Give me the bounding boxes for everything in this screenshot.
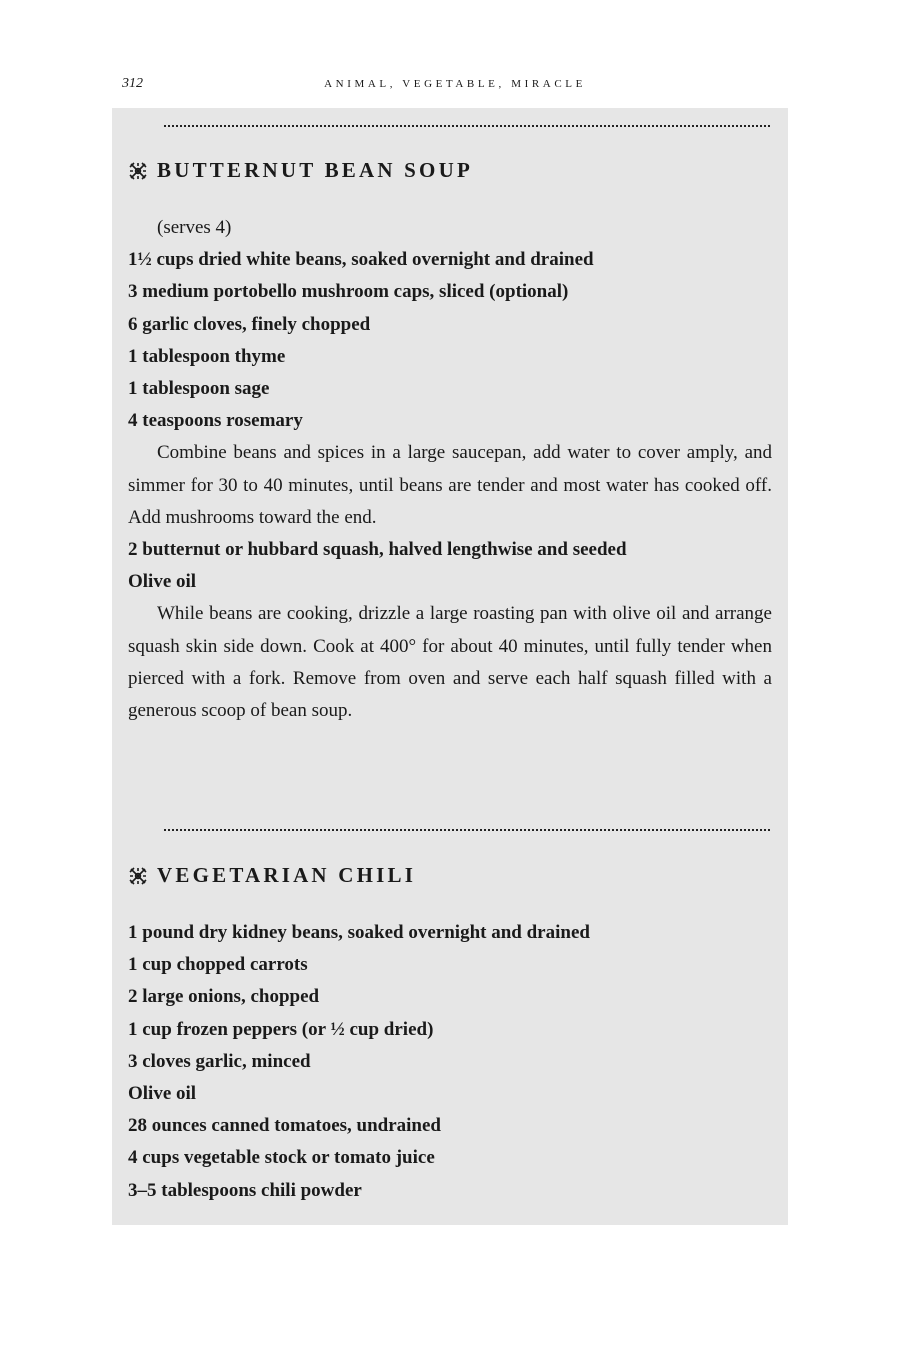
ingredient-line: 1 pound dry kidney beans, soaked overnight and drained	[128, 922, 590, 943]
instruction-paragraph: Combine beans and spices in a large saucepan, add water to cover amply, and simmer for 30 to 40 minutes, until beans are tender and most water has cooked off. Add mushrooms toward the end.	[128, 442, 772, 528]
ingredient-line: Olive oil	[128, 571, 197, 593]
ingredient-line: 28 ounces canned tomatoes, undrained	[128, 1115, 441, 1137]
ingredient-line: 1 tablespoon thyme	[128, 345, 286, 367]
ingredient-line: 3 medium portobello mushroom caps, sliced (optional)	[128, 281, 569, 303]
ingredient-line: Olive oil	[128, 1083, 197, 1105]
dotted-rule	[164, 125, 770, 127]
ingredient-line: 3–5 tablespoons chili powder	[128, 1179, 362, 1201]
running-head	[122, 76, 788, 96]
ingredient-line: 1 tablespoon sage	[128, 378, 270, 400]
dotted-rule	[164, 829, 770, 831]
ingredient-line: 3 cloves garlic, minced	[128, 1050, 311, 1072]
ingredient-line: 1½ cups dried white beans, soaked overnight and drained	[128, 249, 594, 271]
recipe-title-text: VEGETARIAN CHILI	[157, 863, 417, 887]
ingredient-line: 1 cup frozen peppers (or ½ cup dried)	[128, 1018, 434, 1040]
ingredient-line: 2 large onions, chopped	[128, 986, 320, 1008]
ornament-icon	[128, 161, 148, 181]
ingredient-line: 2 butternut or hubbard squash, halved lengthwise and seeded	[128, 539, 627, 561]
ingredient-line: 4 teaspoons rosemary	[128, 410, 303, 432]
recipe-title-butternut-bean-soup	[128, 158, 473, 183]
ornament-icon	[128, 866, 148, 886]
ingredient-line: 1 cup chopped carrots	[128, 954, 308, 976]
ingredient-line: 4 cups vegetable stock or tomato juice	[128, 1147, 435, 1169]
ingredient-line: 6 garlic cloves, finely chopped	[128, 313, 371, 335]
serves-line: (serves 4)	[157, 217, 232, 238]
page-number: 312	[122, 76, 143, 91]
recipe-panel	[112, 108, 788, 1225]
recipe-body-chili	[128, 917, 772, 1207]
recipe-title-text: BUTTERNUT BEAN SOUP	[157, 158, 473, 182]
instruction-paragraph: While beans are cooking, drizzle a large roasting pan with olive oil and arrange squash skin side down. Cook at 400° for about 40 minutes, until fully tender when pierced with a fork. Remove from oven and serve each half squash filled with a generous scoop of bean soup.	[128, 603, 772, 722]
recipe-title-vegetarian-chili	[128, 863, 416, 888]
book-title: ANIMAL, VEGETABLE, MIRACLE	[324, 78, 586, 90]
recipe-body-butternut	[128, 212, 772, 727]
